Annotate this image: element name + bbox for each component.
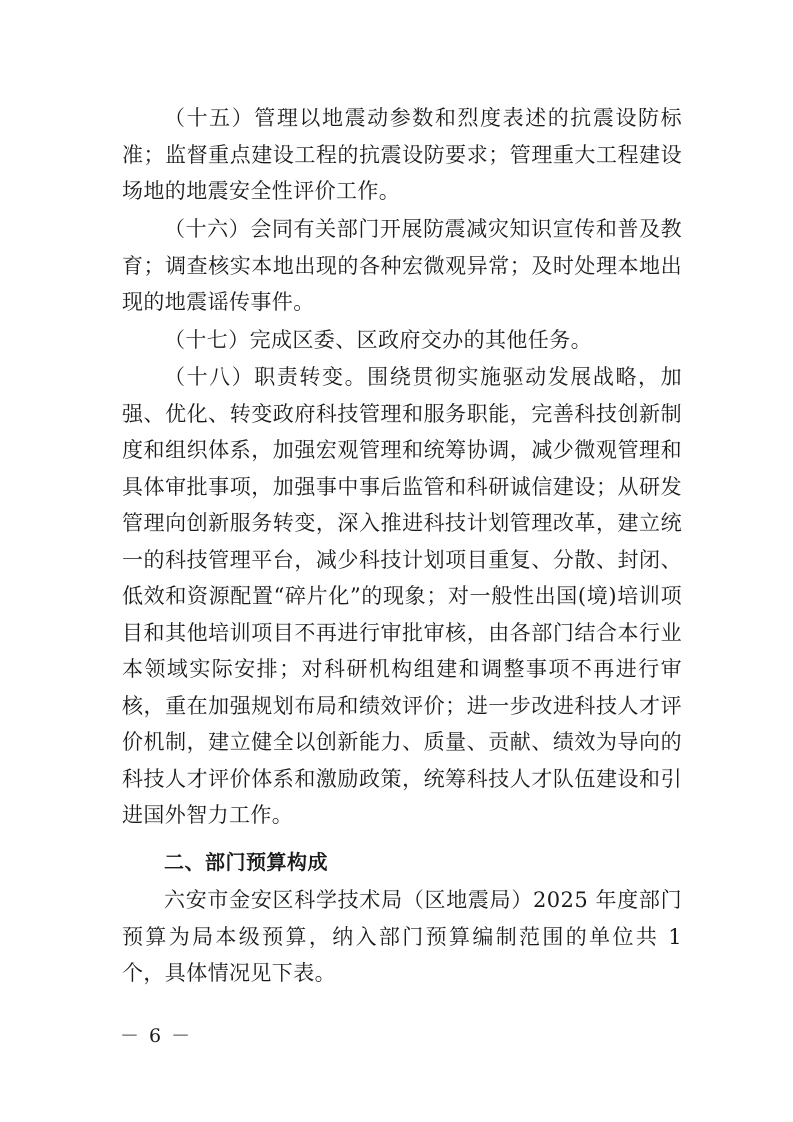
paragraph-item-15: （十五）管理以地震动参数和烈度表述的抗震设防标准；监督重点建设工程的抗震设防要求；管理重大工程建设场地的地震安全性评价工作。 xyxy=(122,106,682,203)
paragraph-item-17: （十七）完成区委、区政府交办的其他任务。 xyxy=(164,328,592,352)
paragraph-item-16: （十六）会同有关部门开展防震减灾知识宣传和普及教育；调查核实本地出现的各种宏微观异常；及时处理本地出现的地震谣传事件。 xyxy=(122,217,682,314)
page-number: － 6 － xyxy=(120,1025,193,1047)
section-heading: 二、部门预算构成 xyxy=(164,850,328,874)
budget-paragraph: 六安市金安区科学技术局（区地震局）2025 年度部门预算为局本级预算，纳入部门预算编制范围的单位共 1 个，具体情况见下表。 xyxy=(122,888,682,985)
paragraph-item-18: （十八）职责转变。围绕贯彻实施驱动发展战略，加强、优化、转变政府科技管理和服务职能，完善科技创新制度和组织体系，加强宏观管理和统筹协调，减少微观管理和具体审批事项，加强事中事后监管和科研诚信建设；从研发管理向创新服务转变，深入推进科技计划管理改革，建立统一的科技管理平台，减少科技计划项目重复、分散、封闭、低效和资源配置“碎片化”的现象；对一般性出国(境)培训项目和其他培训项目不再进行审批审核，由各部门结合本行业本领域实际安排；对科研机构组建和调整事项不再进行审核，重在加强规划布局和绩效评价；进一步改进科技人才评价机制，建立健全以创新能力、质量、贡献、绩效为导向的科技人才评价体系和激励政策，统筹科技人才队伍建设和引进国外智力工作。 xyxy=(122,365,682,827)
